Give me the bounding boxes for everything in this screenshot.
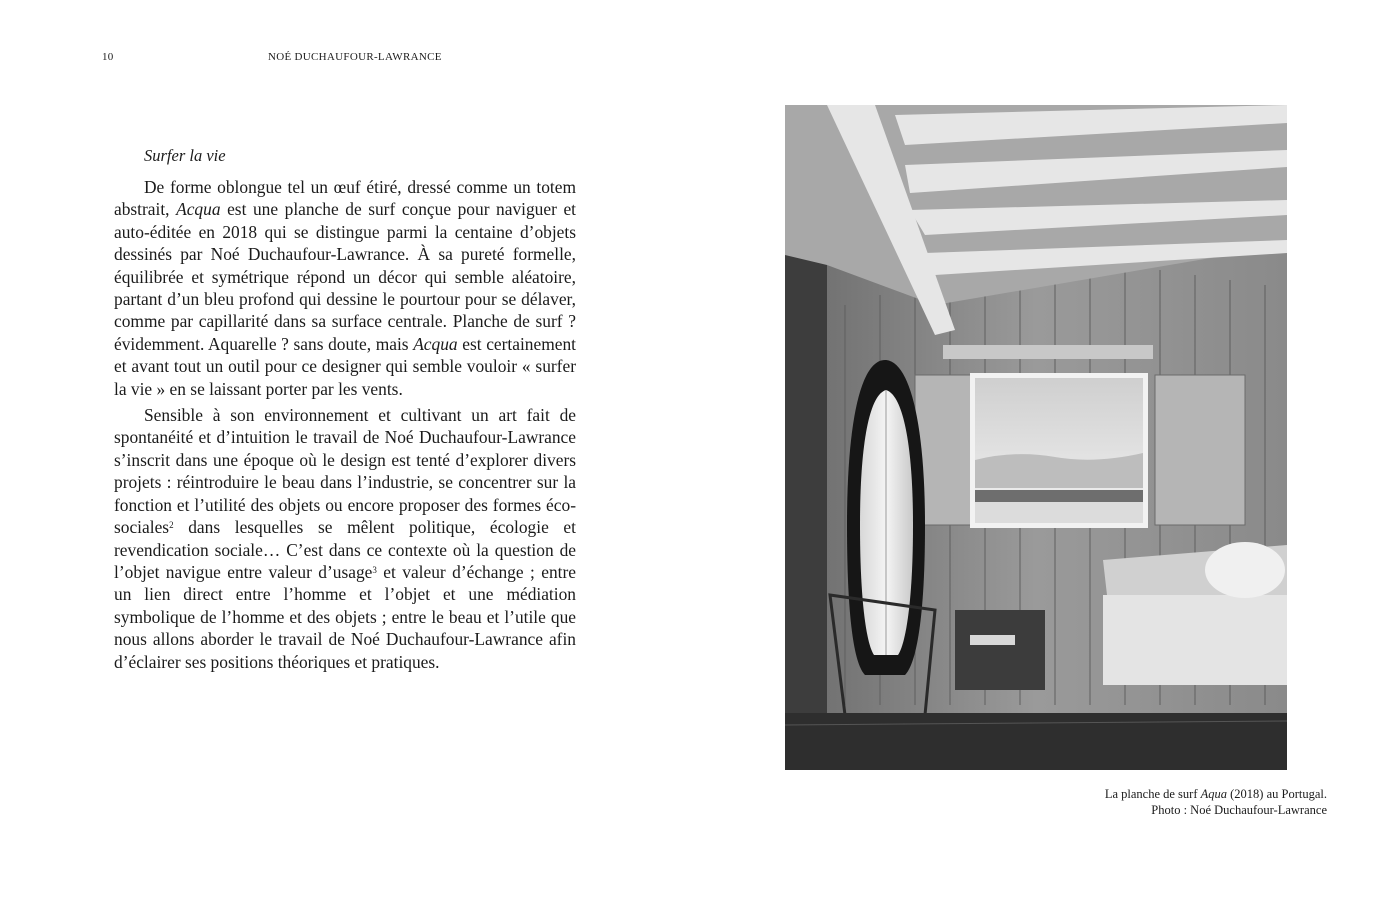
paragraph-2-text-a: Sensible à son environnement et cultivant un art fait de spontanéité et d’intuition le travail de Noé Duchaufour-Lawrance s’inscrit dans une époque où le design est tenté d’explorer divers projets : réintroduire le beau dans l’industrie, se concentrer sur la fonction et l’utilité des objets ou encore proposer des formes éco-sociales (114, 405, 576, 538)
sofa-seat (1103, 595, 1287, 685)
paragraph-1-text-a: De forme oblongue tel un œuf étiré, dressé comme un totem abstrait, (114, 177, 576, 220)
paragraph-2-text-b: dans lesquelles se mêlent politique, écologie et revendication sociale… C’est dans ce contexte où la question de l’objet navigue entre valeur d’usage (114, 517, 576, 582)
paragraph-1-text-b: est une planche de surf conçue pour naviguer et auto-éditée en 2018 qui se distingue parmi la centaine d’objets dessinés par Noé Duchaufour-Lawrance. À sa pureté formelle, équilibrée et symétrique répond un décor qui semble aléatoire, partant d’un bleu profond qui dessine le pourtour pour se délaver, comme par capillarité dans sa surface centrale. Planche de surf ? évidemment. Aquarelle ? sans doute, mais (114, 199, 576, 354)
paragraph-1-text-c: est certainement et avant tout un outil pour ce designer qui semble vouloir « surfer la vie » en se laissant porter par les vents. (114, 333, 576, 399)
italic-acqua: Acqua (176, 199, 221, 220)
paragraph-1 (114, 176, 576, 400)
page-number: 10 (102, 51, 114, 63)
caption-line-1 (1105, 786, 1327, 802)
photo-illustration (785, 105, 1287, 770)
photo-caption (1105, 786, 1327, 818)
caption-italic: Aqua (1200, 787, 1228, 801)
clouds (975, 453, 1143, 488)
beach-foam (975, 502, 1143, 523)
photo-surfboard-interior (785, 105, 1287, 770)
running-title: NOÉ DUCHAUFOUR-LAWRANCE (268, 51, 442, 63)
books (970, 635, 1015, 645)
paragraph-2 (114, 404, 576, 673)
text-column (114, 146, 576, 677)
section-title: Surfer la vie (144, 146, 226, 165)
curtain-rail (943, 345, 1153, 359)
caption-line-2: Photo : Noé Duchaufour-Lawrance (1151, 803, 1327, 817)
right-shutter (1155, 375, 1245, 525)
footnote-ref-3[interactable]: 3 (372, 564, 377, 575)
footnote-ref-2[interactable]: 2 (169, 520, 174, 531)
side-table (955, 610, 1045, 690)
caption-text: (2018) au Portugal. (1227, 787, 1327, 801)
paragraph-2-text-c: et valeur d’échange ; entre un lien direct entre l’homme et l’objet et une médiation symbolique de l’homme et des objets ; entre le beau et l’utile que nous allons aborder le travail de Noé Duchaufour-Lawrance afin d’éclairer ses positions théoriques et pratiques. (114, 561, 576, 672)
sea (975, 490, 1143, 502)
pillow (1205, 542, 1285, 598)
caption-text: La planche de surf (1104, 787, 1201, 801)
italic-acqua: Acqua (413, 333, 458, 354)
